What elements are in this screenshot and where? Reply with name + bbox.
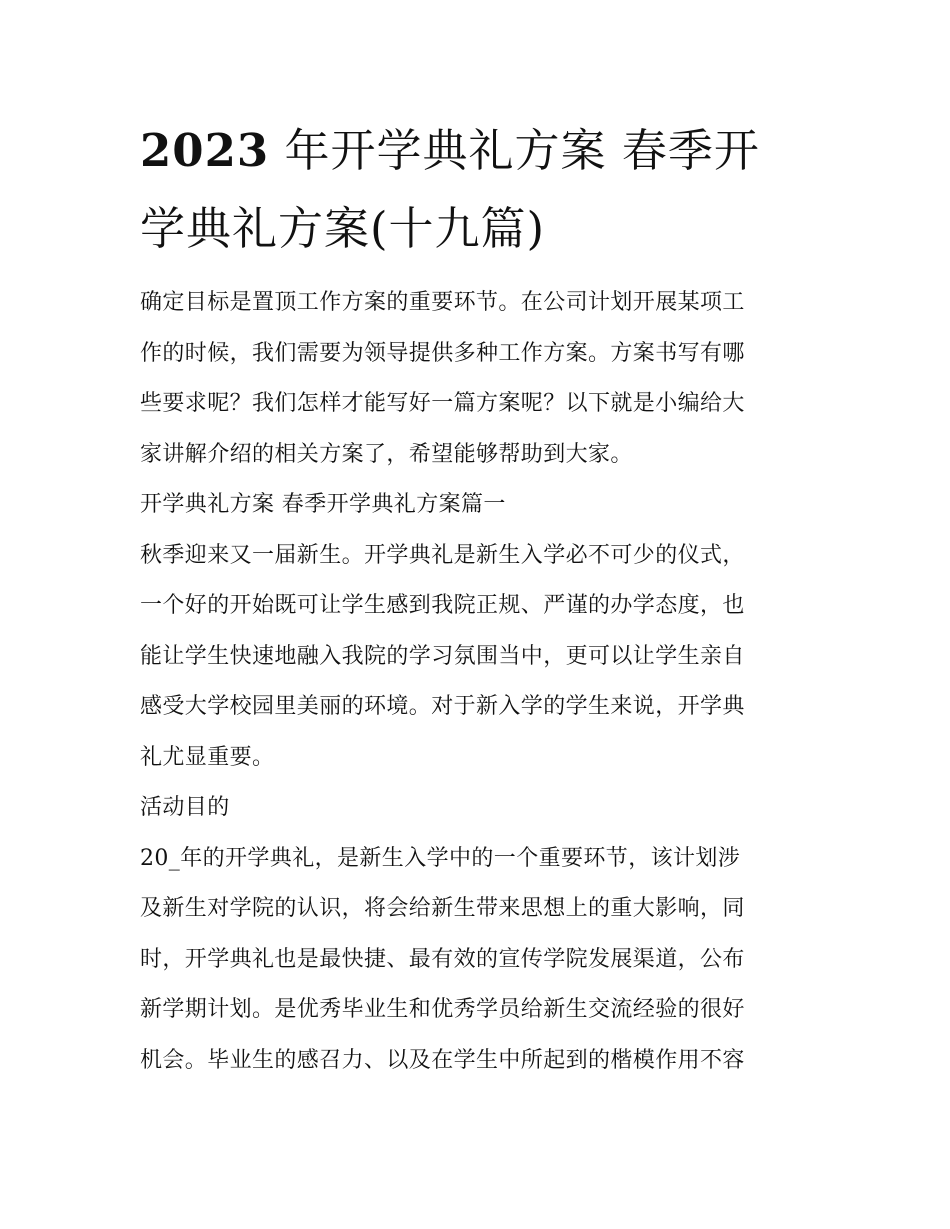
text-line: 确定目标是置顶工作方案的重要环节。在公司计划开展某项工: [140, 290, 745, 315]
text-line: 开学典礼方案 春季开学典礼方案篇一: [140, 492, 506, 517]
text-line: 及新生对学院的认识，将会给新生带来思想上的重大影响，同: [140, 896, 745, 921]
text-line: 能让学生快速地融入我院的学习氛围当中，更可以让学生亲自: [140, 643, 745, 669]
subheading-activity-purpose: [140, 783, 815, 834]
title-line-2: 学典礼方案(十九篇): [140, 202, 546, 255]
body-paragraph: [140, 834, 815, 1087]
title-line-1-text: 年开学典礼方案 春季开: [269, 124, 760, 177]
body-paragraph: [140, 531, 815, 784]
text-line: 秋季迎来又一届新生。开学典礼是新生入学必不可少的仪式，: [140, 542, 745, 568]
text-line: 些要求呢？我们怎样才能写好一篇方案呢？以下就是小编给大: [140, 391, 745, 416]
intro-paragraph: [140, 278, 815, 480]
text-line: 作的时候，我们需要为领导提供多种工作方案。方案书写有哪: [140, 340, 745, 366]
text-line: 新学期计划。是优秀毕业生和优秀学员给新生交流经验的很好: [140, 997, 745, 1022]
title-year: 2023: [140, 124, 270, 177]
text-line: 20_年的开学典礼，是新生入学中的一个重要环节，该计划涉: [140, 845, 741, 871]
text-line: 家讲解介绍的相关方案了，希望能够帮助到大家。: [140, 441, 633, 467]
text-line: 感受大学校园里美丽的环境。对于新入学的学生来说，开学典: [140, 694, 745, 719]
text-line: 礼尤显重要。: [140, 744, 275, 770]
text-line: 活动目的: [140, 795, 230, 820]
document-title: [140, 112, 820, 268]
section-heading: [140, 480, 815, 531]
title-line-1: [140, 112, 820, 190]
text-line: 时，开学典礼也是最快捷、最有效的宣传学院发展渠道，公布: [140, 946, 745, 972]
text-line: 机会。毕业生的感召力、以及在学生中所起到的楷模作用不容: [140, 1047, 745, 1073]
document-body: [140, 278, 815, 1086]
text-line: 一个好的开始既可让学生感到我院正规、严谨的办学态度，也: [140, 593, 745, 618]
